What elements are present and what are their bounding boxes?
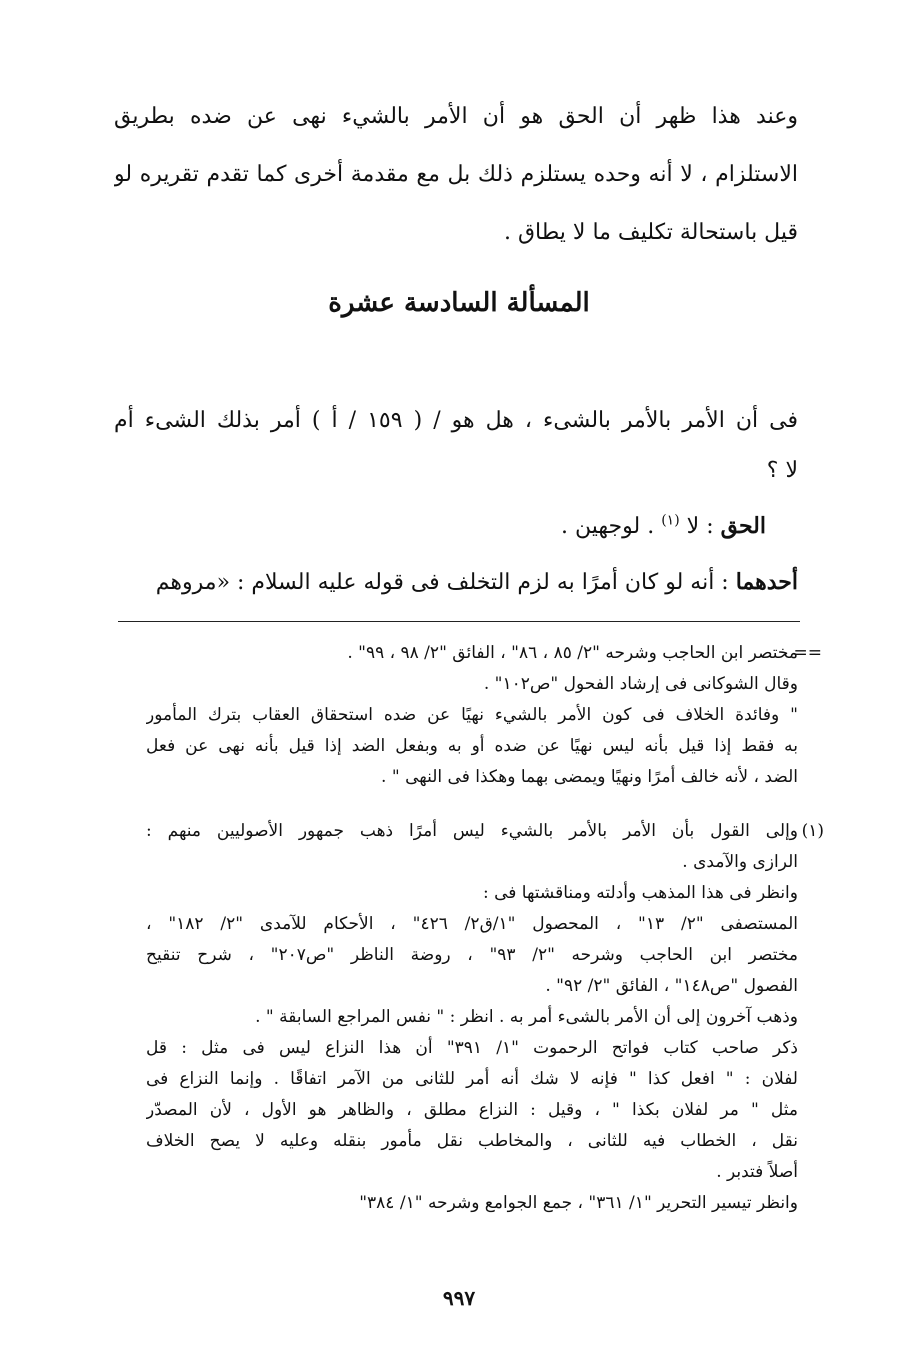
first-reason-statement (114, 554, 798, 611)
footnote-1 (146, 816, 798, 1219)
question-line: فى أن الأمر بالأمر بالشىء ، هل هو / ( ١٥٩ / أ ) أمر بذلك الشىء أم (114, 408, 798, 433)
first-reason-lead: أحدهما (735, 569, 798, 595)
footnote-reference: (١) (661, 512, 680, 529)
footnote-line: وانظر فى هذا المذهب وأدلته ومناقشتها فى : (482, 883, 798, 903)
footnote-line: الرازى والآمدى . (682, 852, 798, 872)
opening-paragraph (114, 88, 798, 262)
haqq-text-before: : لا (679, 514, 721, 539)
footnote-line: وقال الشوكانى فى إرشاد الفحول "ص١٠٢" . (483, 674, 798, 694)
footnote-line: وإلى القول بأن الأمر بالأمر بالشيء ليس أمرًا ذهب جمهور الأصوليين منهم : (146, 821, 798, 841)
footnote-1-marker: (١) (801, 821, 824, 841)
question-line: لا ؟ (766, 458, 798, 483)
paragraph-line: قيل باستحالة تكليف ما لا يطاق . (503, 220, 798, 245)
footnote-line: " وفائدة الخلاف فى كون الأمر بالشيء نهيًا عن ضده استحقاق العقاب بترك المأمور (146, 705, 798, 725)
footnote-line: وانظر تيسير التحرير "١/ ٣٦١" ، جمع الجوامع وشرحه "١/ ٣٨٤" (359, 1193, 798, 1213)
footnote-continued (146, 638, 798, 793)
footnote-line: لفلان : " افعل كذا " فإنه لا شك أنه أمر للثانى من الآمر اتفاقًا . وإنما النزاع فى (146, 1069, 798, 1089)
paragraph-line: وعند هذا ظهر أن الحق هو أن الأمر بالشيء نهى عن ضده بطريق (114, 104, 798, 129)
section-heading: المسألة السادسة عشرة (328, 288, 590, 318)
footnote-line: أصلاً فتدبر . (716, 1162, 798, 1182)
footnote-line: الفصول "ص١٤٨" ، الفائق "٢/ ٩٢" . (545, 976, 798, 996)
footnote-line: به فقط إذا قيل بأنه ليس نهيًا عن ضده أو به وبفعل الضد إذا قيل بأنه نهى عن فعل (146, 736, 798, 756)
page-number: ٩٩٧ (442, 1286, 476, 1310)
footnote-line: مختصر ابن الحاجب وشرحه "٢/ ٨٥ ، ٨٦" ، الفائق "٢/ ٩٨ ، ٩٩" . (347, 643, 798, 663)
haqq-text-after: . لوجهين . (561, 514, 662, 539)
footnote-line: مثل " مر لفلان بكذا " ، وقيل : النزاع مطلق ، والظاهر هو الأول ، لأن المصدّر (146, 1100, 798, 1120)
footnote-separator (118, 621, 800, 622)
footnote-line: الضد ، لأنه خالف أمرًا ونهيًا ويمضى بهما وهكذا فى النهى " . (381, 767, 798, 787)
footnote-line: نقل ، الخطاب فيه للثانى ، والمخاطب نقل مأمور بنقله وعليه لا يصح الخلاف (146, 1131, 798, 1151)
footnote-line: ذكر صاحب كتاب فواتح الرحموت "١/ ٣٩١" أن هذا النزاع ليس فى مثل : قل (146, 1038, 798, 1058)
haqq-lead: الحق (720, 513, 766, 539)
footnote-line: وذهب آخرون إلى أن الأمر بالشىء أمر به . انظر : " نفس المراجع السابقة " . (255, 1007, 798, 1027)
footnote-line: مختصر ابن الحاجب وشرحه "٢/ ٩٣" ، روضة الناظر "ص٢٠٧" ، شرح تنقيح (146, 945, 798, 965)
first-reason-text: : أنه لو كان أمرًا به لزم التخلف فى قوله عليه السلام : «مروهم (155, 570, 736, 595)
footnote-continuation-marker: == (793, 643, 822, 663)
question-paragraph (114, 396, 798, 496)
paragraph-line: الاستلزام ، لا أنه وحده يستلزم ذلك بل مع مقدمة أخرى كما تقدم تقريره لو (114, 162, 798, 187)
haqq-statement (114, 498, 766, 555)
footnote-line: المستصفى "٢/ ١٣" ، المحصول "١/ق٢/ ٤٢٦" ، الأحكام للآمدى "٢/ ١٨٢" ، (146, 914, 798, 934)
